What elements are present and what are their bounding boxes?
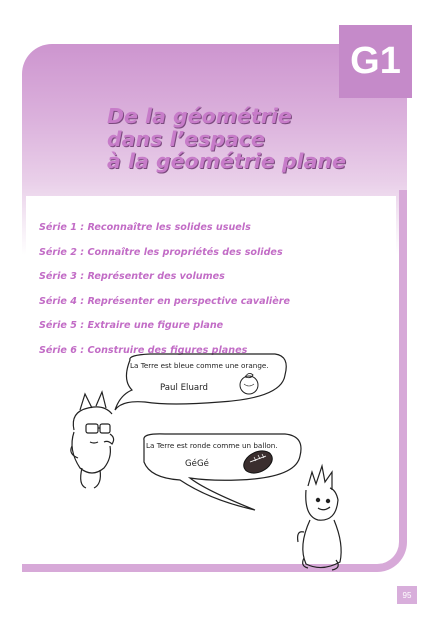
title-line-3: à la géométrie plane [107, 149, 346, 173]
chapter-badge: G1 [339, 25, 412, 98]
series-list [39, 222, 379, 369]
character-spiky-hair [298, 466, 342, 570]
page-number: 95 [397, 586, 417, 604]
series-item[interactable]: Série 4 : Représenter en perspective cavalière [39, 295, 290, 307]
quote-2: La Terre est ronde comme un ballon. [146, 441, 278, 450]
chapter-title [107, 105, 407, 173]
character-with-glasses [71, 392, 114, 488]
author-2: GéGé [185, 459, 209, 469]
series-item[interactable]: Série 5 : Extraire une figure plane [39, 320, 224, 331]
series-item[interactable]: Série 2 : Connaître les propriétés des solides [39, 246, 283, 258]
series-item[interactable]: Série 1 : Reconnaître les solides usuels [39, 222, 251, 233]
title-line-2: dans l’espace [107, 126, 265, 151]
quote-1: La Terre est bleue comme une orange. [130, 361, 269, 370]
title-line-1: De la géométrie [107, 104, 292, 128]
cartoon-illustration [60, 350, 380, 575]
orange-icon [240, 373, 258, 394]
author-1: Paul Eluard [160, 383, 208, 393]
series-item[interactable]: Série 6 : Construire des figures planes [39, 344, 248, 356]
series-item[interactable]: Série 3 : Représenter des volumes [39, 271, 225, 282]
rugby-ball-icon [240, 447, 276, 478]
